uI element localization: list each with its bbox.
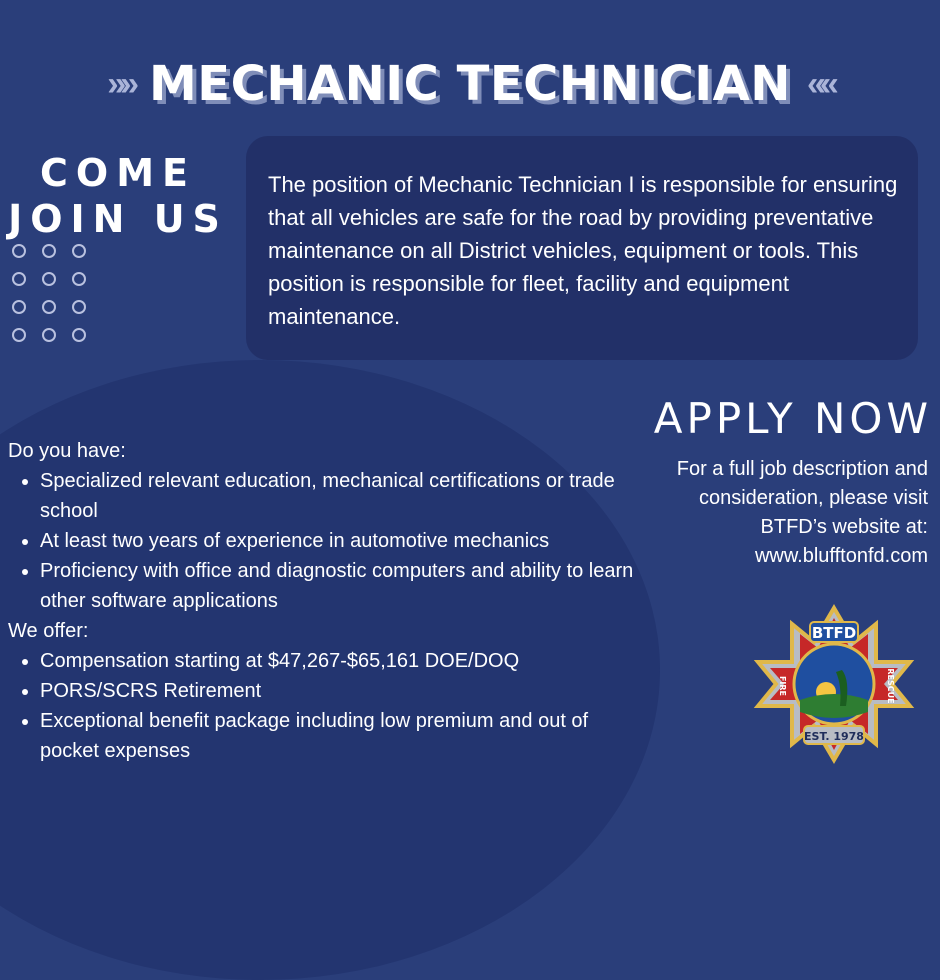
chevron-left-icon: «« bbox=[806, 65, 833, 103]
btfd-logo-icon bbox=[752, 602, 916, 766]
apply-line-1: For a full job description and bbox=[676, 458, 928, 480]
list-item: • Proficiency with office and diagnostic computers and ability to learn other software applications bbox=[40, 556, 648, 616]
dot-grid-decoration bbox=[12, 244, 88, 342]
description-panel bbox=[246, 136, 918, 360]
offers-list bbox=[8, 646, 648, 766]
circle-icon bbox=[42, 272, 56, 286]
circle-icon bbox=[42, 300, 56, 314]
circle-icon bbox=[42, 328, 56, 342]
circle-icon bbox=[72, 244, 86, 258]
come-join-us-heading bbox=[8, 150, 228, 242]
logo-right-text: RESCUE bbox=[886, 668, 895, 704]
page-title: MECHANIC TECHNICIAN bbox=[149, 56, 791, 112]
apply-line-3: BTFD’s website at: bbox=[760, 516, 928, 538]
circle-icon bbox=[72, 328, 86, 342]
circle-icon bbox=[72, 272, 86, 286]
offers-heading: We offer: bbox=[8, 620, 89, 642]
website-link[interactable]: www.blufftonfd.com bbox=[754, 545, 928, 567]
circle-icon bbox=[42, 244, 56, 258]
list-item: • Compensation starting at $47,267-$65,161 DOE/DOQ bbox=[40, 646, 648, 676]
come-join-line-2: JOIN US bbox=[8, 197, 228, 241]
apply-line-2: consideration, please visit bbox=[698, 487, 928, 509]
apply-instructions bbox=[608, 455, 928, 571]
land-shape bbox=[800, 694, 868, 718]
requirements-list bbox=[8, 466, 648, 616]
circle-icon bbox=[12, 244, 26, 258]
apply-now-heading: APPLY NOW bbox=[653, 394, 932, 443]
requirements-heading: Do you have: bbox=[8, 440, 126, 462]
list-item: • At least two years of experience in automotive mechanics bbox=[40, 526, 648, 556]
logo-top-text: BTFD bbox=[811, 624, 857, 642]
job-description: The position of Mechanic Technician I is responsible for ensuring that all vehicles are safe for the road by providing preventative maintenance on all District vehicles, equipment or tools. This position is responsible for fleet, facility and equipment maintenance. bbox=[268, 172, 898, 329]
list-item: • Specialized relevant education, mechanical certifications or trade school bbox=[40, 466, 648, 526]
chevron-right-icon: »» bbox=[107, 65, 134, 103]
logo-bottom-text: EST. 1978 bbox=[804, 730, 864, 743]
list-item: • PORS/SCRS Retirement bbox=[40, 676, 648, 706]
circle-icon bbox=[12, 272, 26, 286]
circle-icon bbox=[12, 328, 26, 342]
header bbox=[0, 44, 940, 124]
come-join-line-1: COME bbox=[40, 151, 196, 195]
logo-left-text: FIRE bbox=[778, 675, 787, 697]
circle-icon bbox=[12, 300, 26, 314]
job-details bbox=[8, 436, 648, 766]
circle-icon bbox=[72, 300, 86, 314]
list-item: • Exceptional benefit package including low premium and out of pocket expenses bbox=[40, 706, 648, 766]
